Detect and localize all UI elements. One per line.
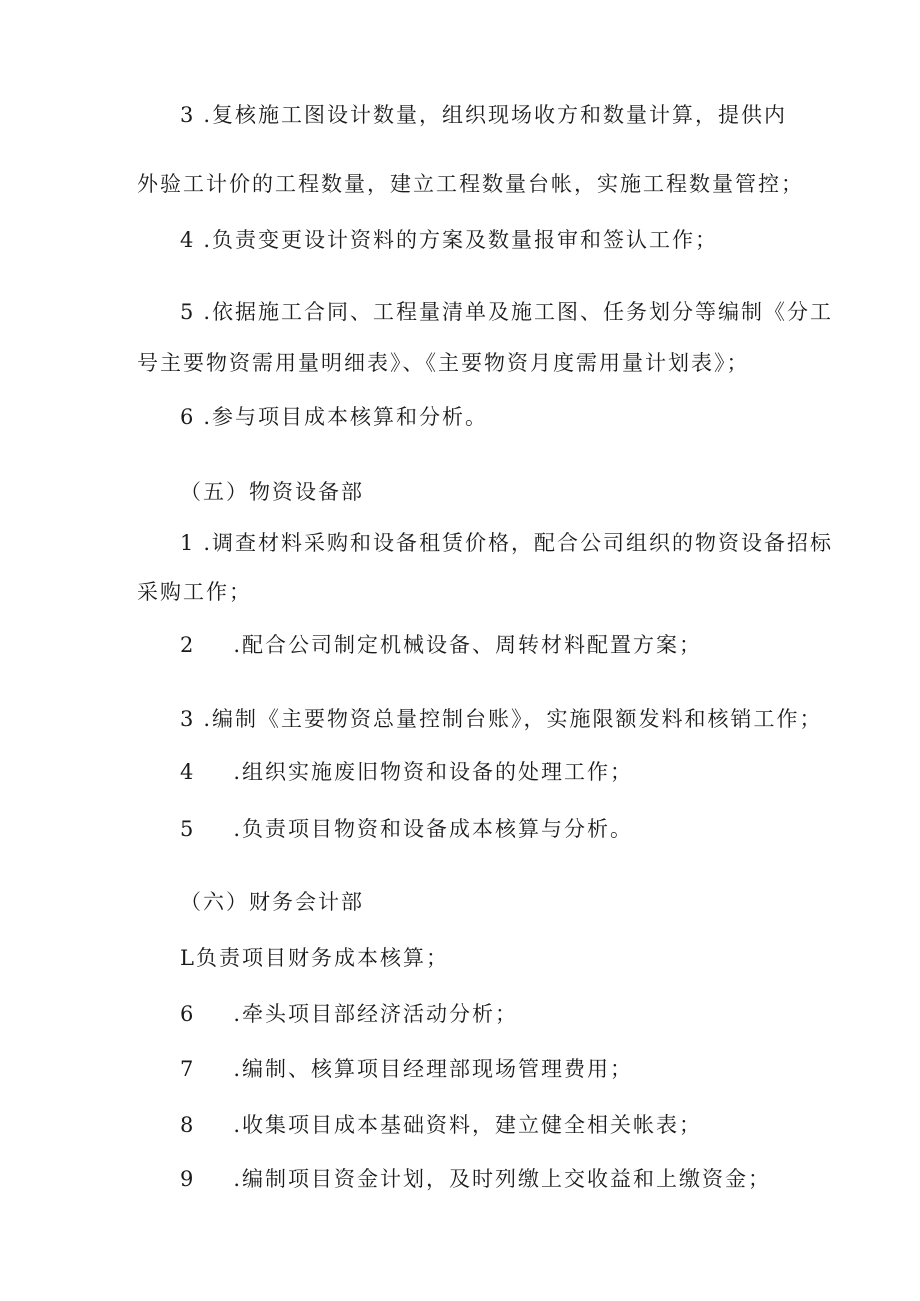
item-number: 1 <box>180 531 194 555</box>
section-heading-text: （五）物资设备部 <box>180 480 364 504</box>
item-number: 8 <box>180 1113 194 1137</box>
item-number: 9 <box>180 1167 194 1191</box>
item-text: .依据施工合同、工程量清单及施工图、任务划分等编制《分工 <box>203 300 834 324</box>
materials-item-1-line-2 <box>137 578 252 606</box>
item-text: .组织实施废旧物资和设备的处理工作； <box>233 760 634 784</box>
materials-item-1-line-1 <box>180 529 833 557</box>
item-text: .编制、核算项目经理部现场管理费用； <box>233 1057 634 1081</box>
item-3-line-1 <box>180 101 787 129</box>
finance-item-1 <box>180 944 449 972</box>
item-5-line-1 <box>180 298 833 326</box>
materials-item-5 <box>180 815 633 843</box>
item-6 <box>180 403 488 431</box>
item-3-line-2 <box>137 170 804 198</box>
materials-item-2 <box>180 631 702 659</box>
item-text: L负责项目财务成本核算； <box>180 946 449 970</box>
item-text: .负责变更设计资料的方案及数量报审和签认工作； <box>203 228 719 252</box>
item-text: 号主要物资需用量明细表》、《主要物资月度需用量计划表》； <box>137 351 750 375</box>
finance-item-9 <box>180 1165 771 1193</box>
item-number: 5 <box>180 300 194 324</box>
item-text: .收集项目成本基础资料，建立健全相关帐表； <box>233 1113 703 1137</box>
item-number: 6 <box>180 405 194 429</box>
finance-item-8 <box>180 1111 702 1139</box>
item-4 <box>180 226 718 254</box>
item-number: 3 <box>180 707 194 731</box>
item-5-line-2 <box>137 349 750 377</box>
section-heading-materials <box>180 478 364 506</box>
finance-item-6 <box>180 1000 518 1028</box>
item-number: 7 <box>180 1057 194 1081</box>
item-text: .参与项目成本核算和分析。 <box>203 405 489 429</box>
item-text: .复核施工图设计数量，组织现场收方和数量计算，提供内 <box>203 103 788 127</box>
item-text: 采购工作； <box>137 580 252 604</box>
finance-item-7 <box>180 1055 633 1083</box>
item-text: .配合公司制定机械设备、周转材料配置方案； <box>233 633 703 657</box>
item-text: 外验工计价的工程数量，建立工程数量台帐，实施工程数量管控； <box>137 172 804 196</box>
materials-item-4 <box>180 758 633 786</box>
item-number: 3 <box>180 103 194 127</box>
materials-item-3 <box>180 705 823 733</box>
item-text: .调查材料采购和设备租赁价格，配合公司组织的物资设备招标 <box>203 531 834 555</box>
item-number: 4 <box>180 228 194 252</box>
item-text: .牵头项目部经济活动分析； <box>233 1002 519 1026</box>
item-number: 6 <box>180 1002 194 1026</box>
item-number: 2 <box>180 633 194 657</box>
item-number: 5 <box>180 817 194 841</box>
section-heading-finance <box>180 888 364 916</box>
item-text: .编制项目资金计划，及时列缴上交收益和上缴资金； <box>233 1167 772 1191</box>
item-text: .负责项目物资和设备成本核算与分析。 <box>233 817 634 841</box>
item-text: .编制《主要物资总量控制台账》，实施限额发料和核销工作； <box>203 707 823 731</box>
item-number: 4 <box>180 760 194 784</box>
section-heading-text: （六）财务会计部 <box>180 890 364 914</box>
